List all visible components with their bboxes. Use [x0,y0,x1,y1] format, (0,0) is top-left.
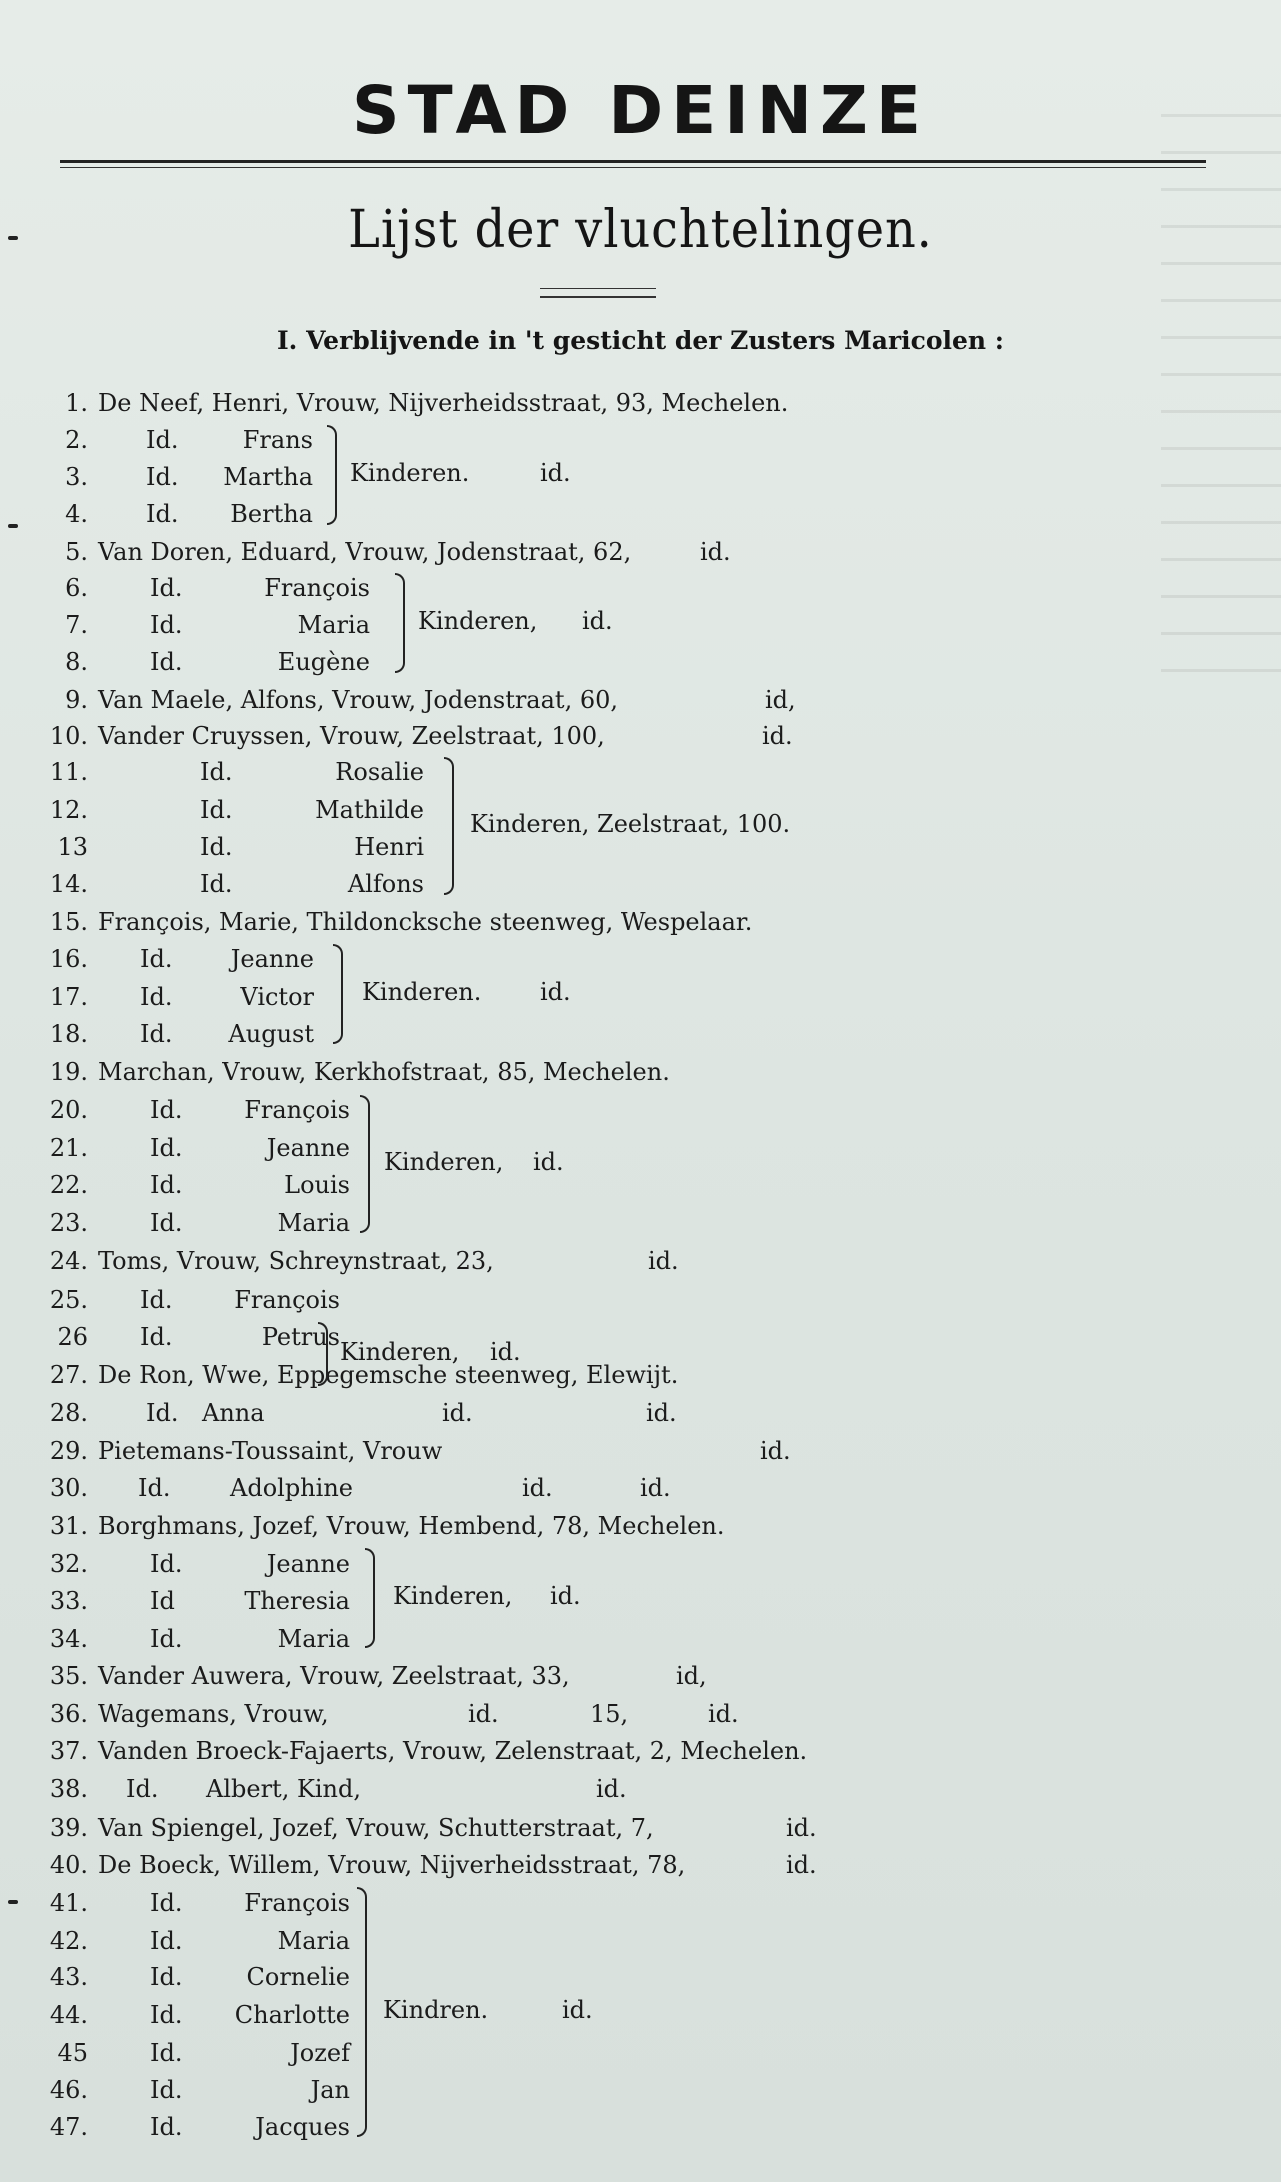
entry-ditto: id. [760,1437,791,1465]
list-item [0,1168,1281,1202]
entry-text: Id. [146,1399,179,1427]
list-item [0,2036,1281,2070]
entry-text: Id. [150,1096,183,1124]
entry-ditto: id. [646,1399,677,1427]
entry-number: 7. [65,611,88,639]
list-item [0,942,1281,976]
group-label: Kinderen. [362,978,482,1006]
entry-text: Id. [200,833,233,861]
subtitle-rule-top [540,288,656,289]
entry-text: Id. [140,1020,173,1048]
entry-name: Jan [310,2076,350,2104]
entry-text: Id. [150,611,183,639]
entry-number: 15. [49,908,88,936]
title-rule-thick [60,160,1206,163]
entry-text: Id. [150,2113,183,2141]
entry-text: Van Spiengel, Jozef, Vrouw, Schutterstraat, 7, [98,1814,654,1842]
group-brace [327,425,337,525]
entry-number: 5. [65,538,88,566]
group-label: Kindren. [383,1996,489,2024]
entry-number: 41. [49,1889,88,1917]
entry-number: 11. [49,758,88,786]
list-item [0,755,1281,789]
group-label: Kinderen. [350,459,470,487]
entry-ditto: id. [700,538,731,566]
list-item [0,1283,1281,1317]
entry-text: Id. [150,1625,183,1653]
entry-number: 21. [49,1134,88,1162]
entry-number: 36. [49,1700,88,1728]
list-item [0,1547,1281,1581]
entry-number: 26 [57,1323,88,1351]
list-item [0,1471,1281,1505]
entry-number: 25. [49,1286,88,1314]
entry-name: Jeanne [266,1550,350,1578]
entry-name: Theresia [244,1587,350,1615]
entry-name: Maria [277,1625,350,1653]
entry-number: 2. [65,426,88,454]
list-item [0,1396,1281,1430]
list-item [0,1509,1281,1543]
list-item [0,683,1281,717]
entry-text: Id. [150,1963,183,1991]
list-item [0,1998,1281,2032]
entry-text: Id. [150,1889,183,1917]
entry-text: Id. [140,945,173,973]
entry-text: Wagemans, Vrouw, [98,1700,329,1728]
entry-number: 20. [49,1096,88,1124]
group-label: Kinderen, [384,1148,504,1176]
group-label: Kinderen, Zeelstraat, 100. [470,810,791,838]
group-note: id. [540,459,571,487]
entry-text: Id. [140,1286,173,1314]
entry-number: 9. [65,686,88,714]
list-item [0,1434,1281,1468]
entry-text: Id. [140,983,173,1011]
list-item [0,1772,1281,1806]
subtitle-rule-bottom [540,296,656,298]
entry-text: Id. [200,758,233,786]
entry-name: François [244,1096,350,1124]
entry-name: François [244,1889,350,1917]
entry-text: Pietemans-Toussaint, Vrouw [98,1437,443,1465]
entry-ditto: id. [596,1775,627,1803]
entry-number: 4. [65,500,88,528]
entry-name: Maria [297,611,370,639]
entry-name: Frans [242,426,313,454]
entry-number: 46. [49,2076,88,2104]
group-note: id. [562,1996,593,2024]
margin-mark [8,1900,18,1904]
list-item [0,867,1281,901]
entry-text: Borghmans, Jozef, Vrouw, Hembend, 78, Mechelen. [98,1512,725,1540]
entry-name: François [264,574,370,602]
entry-number: 42. [49,1927,88,1955]
entry-text: Marchan, Vrouw, Kerkhofstraat, 85, Mechelen. [98,1058,670,1086]
list-item [0,1622,1281,1656]
entry-name: August [228,1020,314,1048]
entry-text: De Ron, Wwe, Eppegemsche steenweg, Elewijt. [98,1361,679,1389]
list-item [0,2110,1281,2144]
group-brace [357,1887,367,2137]
entry-text: Toms, Vrouw, Schreynstraat, 23, [98,1247,494,1275]
entry-number: 23. [49,1209,88,1237]
entry-number: 38. [49,1775,88,1803]
entry-name: Maria [277,1927,350,1955]
entry-number: 22. [49,1171,88,1199]
list-item [0,1697,1281,1731]
entry-name: Jeanne [230,945,314,973]
list-item [0,423,1281,457]
list-item [0,535,1281,569]
list-item [0,1659,1281,1693]
entry-number: 29. [49,1437,88,1465]
list-item [0,719,1281,753]
entry-number: 10. [49,722,88,750]
margin-mark [8,236,18,240]
page-title: STAD DEINZE [352,72,929,149]
entry-ditto: id. [468,1700,499,1728]
entry-number: 17. [49,983,88,1011]
group-note: id. [533,1148,564,1176]
entry-text: Id. [146,426,179,454]
entry-name: Henri [354,833,424,861]
entry-ditto: id, [676,1662,707,1690]
list-item [0,1886,1281,1920]
entry-name: Rosalie [335,758,424,786]
entry-name: Alfons [347,870,424,898]
entry-number: 12. [49,796,88,824]
list-item [0,386,1281,420]
group-note: id. [582,607,613,635]
entry-text: Id. [150,1550,183,1578]
list-item [0,571,1281,605]
group-brace [318,1322,328,1386]
section-heading: I. Verblijvende in 't gesticht der Zusters Maricolen : [276,326,1005,355]
entry-number: 47. [49,2113,88,2141]
entry-number: 31. [49,1512,88,1540]
entry-name: Petrus [261,1323,340,1351]
entry-text: De Boeck, Willem, Vrouw, Nijverheidsstraat, 78, [98,1851,686,1879]
entry-text: Id. [146,500,179,528]
entry-name: Maria [277,1209,350,1237]
list-item [0,1320,1281,1354]
entry-number: 19. [49,1058,88,1086]
group-brace [444,757,454,895]
entry-ditto: id. [786,1851,817,1879]
list-item [0,1734,1281,1768]
entry-number: 16. [49,945,88,973]
entry-name: Eugène [277,648,370,676]
list-item [0,460,1281,494]
list-item [0,1584,1281,1618]
entry-number: 28. [49,1399,88,1427]
page-subtitle: Lijst der vluchtelingen. [348,200,933,260]
entry-number: 40. [49,1851,88,1879]
list-item [0,497,1281,531]
list-item [0,1206,1281,1240]
entry-text: Id. [150,648,183,676]
entry-text: Id. [126,1775,159,1803]
list-item [0,980,1281,1014]
group-brace [360,1095,370,1233]
entry-text: Id. [150,2001,183,2029]
entry-ditto: id. [708,1700,739,1728]
entry-number: 27. [49,1361,88,1389]
entry-text: Id. [200,870,233,898]
entry-ditto: id. [648,1247,679,1275]
entry-number: 32. [49,1550,88,1578]
entry-number: 35. [49,1662,88,1690]
entry-text: Id. [150,2076,183,2104]
entry-text: Van Doren, Eduard, Vrouw, Jodenstraat, 62, [98,538,632,566]
list-item [0,1960,1281,1994]
entry-number: 1. [65,389,88,417]
list-item [0,905,1281,939]
entry-ditto: id. [786,1814,817,1842]
list-item [0,1093,1281,1127]
group-note: id. [540,978,571,1006]
list-item [0,1924,1281,1958]
entry-number: 39. [49,1814,88,1842]
entry-text: Id. [146,463,179,491]
title-rule-thin [60,167,1206,168]
group-brace [333,944,343,1044]
entry-number: 37. [49,1737,88,1765]
list-item [0,1055,1281,1089]
entry-name: Adolphine [230,1474,353,1502]
entry-name: Anna [202,1399,265,1427]
entry-text: Id. [150,1171,183,1199]
list-item [0,1131,1281,1165]
margin-mark [8,524,18,528]
entry-name: Albert, Kind, [206,1775,362,1803]
entry-name: Jeanne [266,1134,350,1162]
entry-number: 3. [65,463,88,491]
entry-number: 24. [49,1247,88,1275]
group-brace [395,573,405,673]
entry-number: 13 [57,833,88,861]
entry-ditto: id. [522,1474,553,1502]
entry-text: Id. [150,574,183,602]
entry-name: Jacques [255,2113,350,2141]
group-label: Kinderen, [393,1582,513,1610]
entry-number: 34. [49,1625,88,1653]
list-item [0,608,1281,642]
list-item [0,1848,1281,1882]
entry-text: François, Marie, Thildoncksche steenweg, Wespelaar. [98,908,753,936]
list-item [0,645,1281,679]
entry-text: Vander Auwera, Vrouw, Zeelstraat, 33, [98,1662,570,1690]
entry-number: 6. [65,574,88,602]
entry-text: Vanden Broeck-Fajaerts, Vrouw, Zelenstraat, 2, Mechelen. [98,1737,808,1765]
entry-ditto: id, [765,686,796,714]
entry-number: 45 [57,2039,88,2067]
entry-text: Id. [150,1134,183,1162]
entry-text: Vander Cruyssen, Vrouw, Zeelstraat, 100, [98,722,605,750]
entry-name: Louis [284,1171,350,1199]
entry-name: Victor [240,983,314,1011]
entry-text: Id. [138,1474,171,1502]
entry-name: Martha [223,463,313,491]
list-item [0,1811,1281,1845]
entry-text: Id. [140,1323,173,1351]
entry-ditto: id. [762,722,793,750]
entry-text: Id [150,1587,175,1615]
entry-ditto: id. [442,1399,473,1427]
entry-text: Id. [150,2039,183,2067]
entry-name: Mathilde [315,796,424,824]
entry-name: Jozef [290,2039,350,2067]
group-brace [365,1548,375,1648]
entry-number: 8. [65,648,88,676]
entry-number: 43. [49,1963,88,1991]
entry-number-ditto: 15, [590,1700,629,1728]
list-item [0,1244,1281,1278]
entry-number: 14. [49,870,88,898]
list-item [0,2073,1281,2107]
entry-number: 18. [49,1020,88,1048]
entry-name: Charlotte [234,2001,350,2029]
entry-text: De Neef, Henri, Vrouw, Nijverheidsstraat, 93, Mechelen. [98,389,789,417]
group-note: id. [490,1338,521,1366]
list-item [0,1017,1281,1051]
entry-text: Van Maele, Alfons, Vrouw, Jodenstraat, 60, [98,686,618,714]
list-item [0,1358,1281,1392]
group-label: Kinderen, [418,607,538,635]
group-note: id. [550,1582,581,1610]
entry-text: Id. [200,796,233,824]
entry-ditto: id. [640,1474,671,1502]
entry-number: 33. [49,1587,88,1615]
group-label: Kinderen, [340,1338,460,1366]
entry-name: François [234,1286,340,1314]
entry-text: Id. [150,1209,183,1237]
entry-number: 44. [49,2001,88,2029]
entry-name: Cornelie [246,1963,350,1991]
entry-name: Bertha [230,500,313,528]
entry-text: Id. [150,1927,183,1955]
entry-number: 30. [49,1474,88,1502]
